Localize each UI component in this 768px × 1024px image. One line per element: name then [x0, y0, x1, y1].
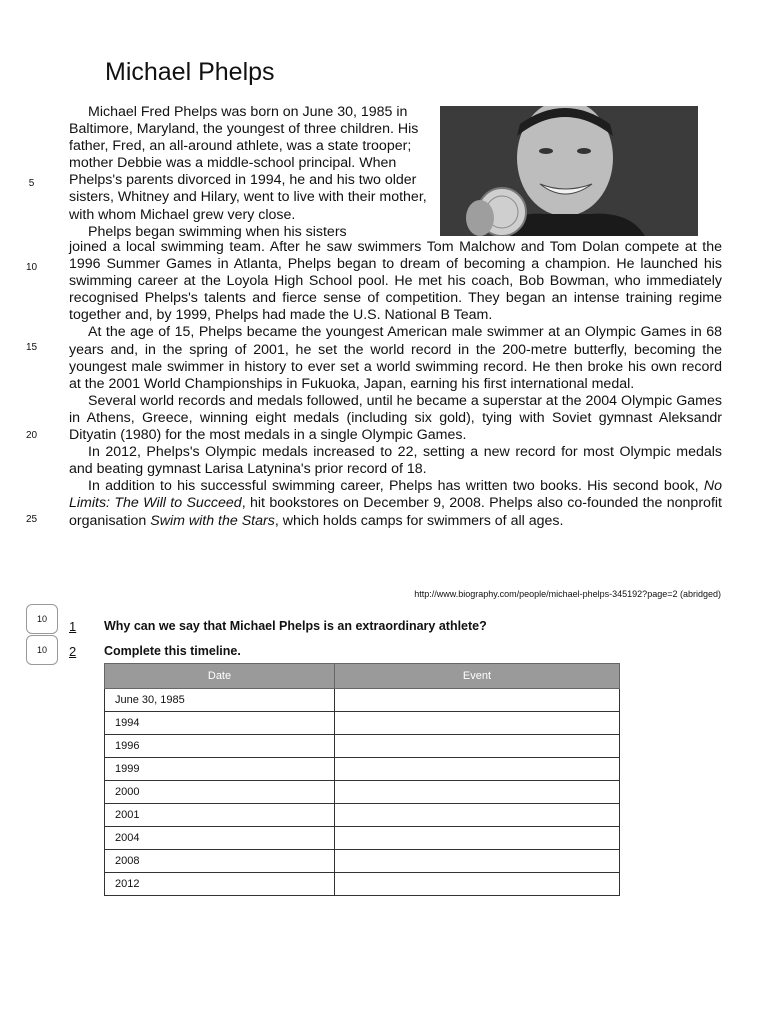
table-row — [105, 781, 620, 804]
column-header-event: Event — [335, 664, 620, 689]
question-text: Why can we say that Michael Phelps is an extraordinary athlete? — [104, 619, 487, 633]
paragraph-2-text: joined a local swimming team. After he saw swimmers Tom Malchow and Tom Dolan compete at the 1996 Summer Games in Atlanta, Phelps began to dream of becoming a champion. He launched his swimming career at the Loyola High School pool. He met his coach, Bob Bowman, who immediately recognised Phelps's talents and fierce sense of competition. They began an intense training regime together and, by 1999, Phelps had made the U.S. National B Team. — [69, 239, 722, 324]
timeline-date: 2008 — [105, 850, 335, 873]
paragraph-3: At the age of 15, Phelps became the youngest American male swimmer at an Olympic Games in 68 years and, in the spring of 2001, he set the world record in the 200-metre butterfly, becoming the youngest male swimmer in history to ever set a world swimming record. He then broke his own record at the 2001 World Championships in Fukuoka, Japan, earning his first international medal. — [69, 324, 722, 392]
organisation-name: Swim with the Stars — [150, 512, 275, 529]
timeline-event-cell[interactable] — [335, 850, 620, 873]
timeline-date: 1994 — [105, 712, 335, 735]
article-body — [69, 239, 722, 530]
line-number: 5 — [28, 178, 35, 189]
line-number: 25 — [25, 514, 38, 525]
table-row — [105, 735, 620, 758]
timeline-date: 2000 — [105, 781, 335, 804]
table-row — [105, 873, 620, 896]
table-row — [105, 712, 620, 735]
source-citation: http://www.biography.com/people/michael-phelps-345192?page=2 (abridged) — [414, 589, 721, 599]
book-title: No Limits: The Will to Succeed — [69, 478, 722, 512]
phelps-photo — [440, 106, 698, 236]
line-number: 20 — [25, 430, 38, 441]
paragraph-6-after: , which holds camps for swimmers of all ages. — [274, 512, 564, 529]
timeline-date: 2001 — [105, 804, 335, 827]
question-points-badge: 10 — [26, 635, 58, 665]
table-row — [105, 758, 620, 781]
timeline-table — [104, 663, 620, 896]
timeline-date: 2004 — [105, 827, 335, 850]
line-number: 15 — [25, 342, 38, 353]
page-title: Michael Phelps — [105, 58, 275, 86]
paragraph-6-mid: , hit bookstores on December 9, 2008. Phelps also co-founded the nonprofit organisation — [69, 495, 722, 529]
question-number: 1 — [69, 619, 77, 634]
line-number: 10 — [25, 262, 38, 273]
paragraph-2-start: Phelps began swimming when his sisters — [88, 223, 347, 240]
paragraph-1 — [69, 104, 427, 241]
timeline-event-cell[interactable] — [335, 758, 620, 781]
question-points-badge: 10 — [26, 604, 58, 634]
timeline-event-cell[interactable] — [335, 712, 620, 735]
paragraph-6 — [69, 478, 722, 529]
paragraph-4: Several world records and medals followed, until he became a superstar at the 2004 Olympic Games in Athens, Greece, winning eight medals (including six gold), tying with Soviet gymnast Aleksandr Dityatin (1980) for the most medals in a single Olympic Games. — [69, 392, 722, 444]
table-row — [105, 804, 620, 827]
timeline-date: June 30, 1985 — [105, 689, 335, 712]
timeline-event-cell[interactable] — [335, 873, 620, 896]
timeline-date: 1996 — [105, 735, 335, 758]
timeline-event-cell[interactable] — [335, 781, 620, 804]
question-text: Complete this timeline. — [104, 644, 241, 658]
paragraph-1-text: Michael Fred Phelps was born on June 30, 1985 in Baltimore, Maryland, the youngest of three children. His father, Fred, an all-around athlete, was a state trooper; mother Debbie was a middle-school principal. When Phelps's parents divorced in 1994, he and his two older sisters, Whitney and Hilary, went to live with their mother, with whom Michael grew very close. — [69, 104, 427, 223]
question-number: 2 — [69, 644, 77, 659]
table-row — [105, 850, 620, 873]
table-row — [105, 689, 620, 712]
timeline-header-row — [105, 664, 620, 689]
table-row — [105, 827, 620, 850]
timeline-event-cell[interactable] — [335, 735, 620, 758]
paragraph-6-before: In addition to his successful swimming career, Phelps has written two books. His second book, — [88, 478, 704, 495]
paragraph-5: In 2012, Phelps's Olympic medals increased to 22, setting a new record for most Olympic medals and beating gymnast Larisa Latynina's prior record of 18. — [69, 444, 722, 478]
timeline-date: 2012 — [105, 873, 335, 896]
timeline-event-cell[interactable] — [335, 804, 620, 827]
phelps-medal-photo-illustration — [440, 106, 698, 236]
column-header-date: Date — [105, 664, 335, 689]
timeline-event-cell[interactable] — [335, 827, 620, 850]
timeline-date: 1999 — [105, 758, 335, 781]
timeline-event-cell[interactable] — [335, 689, 620, 712]
